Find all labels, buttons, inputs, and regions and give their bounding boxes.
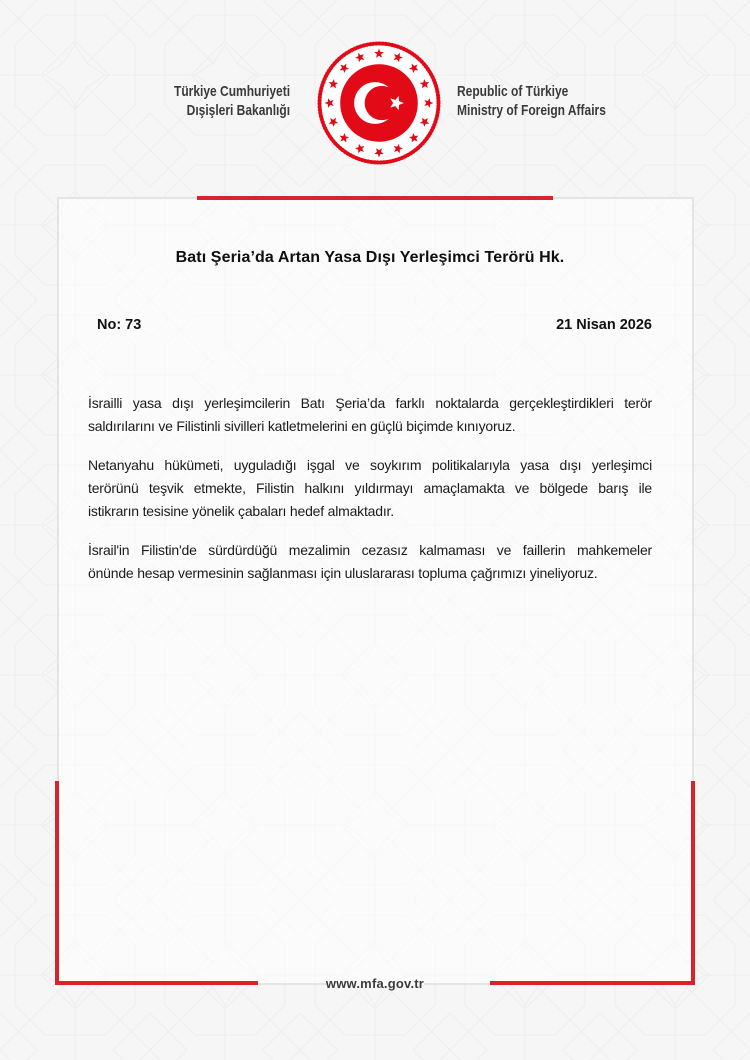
- ministry-name-turkish: [174, 83, 290, 120]
- frame-right-red-accent: [691, 781, 695, 985]
- crescent-and-star-icon: [340, 64, 418, 142]
- ministry-name-en-line1: Republic of Türkiye: [457, 83, 569, 100]
- paragraph-1-line-2: saldırılarını ve Filistinli sivilleri katletmelerini en güçlü biçimde kınıyoruz.: [88, 418, 516, 434]
- ministry-name-en-line2: Ministry of Foreign Affairs: [457, 101, 606, 119]
- press-release-date: 21 Nisan 2026: [556, 317, 652, 333]
- paragraph-3-line-1: İsrail'in Filistin'de sürdürdüğü mezalimin cezasız kalmaması ve faillerin mahkemeler: [88, 542, 652, 558]
- frame-right-gray-line: [692, 197, 694, 783]
- ministry-name-tr-line1: Türkiye Cumhuriyeti: [173, 83, 290, 100]
- paragraph-3: [88, 539, 652, 585]
- frame-left-red-accent: [55, 781, 59, 985]
- paragraph-2-line-1: Netanyahu hükümeti, uyguladığı işgal ve soykırım politikalarıyla yasa dışı yerleşimci: [88, 457, 652, 473]
- paragraph-1-line-1: İsrailli yasa dışı yerleşimcilerin Batı Şeria’da farklı noktalarda gerçekleştirdikleri terör: [88, 395, 652, 411]
- paragraph-2: [88, 454, 652, 523]
- press-release-body: [88, 392, 652, 601]
- footer-website: www.mfa.gov.tr: [325, 976, 425, 991]
- ministry-name-tr-line2: Dışişleri Bakanlığı: [186, 101, 290, 119]
- paragraph-2-line-3: istikrarın tesisine yönelik çabaları hedef almaktadır.: [88, 503, 394, 519]
- paragraph-2-line-2: terörünü teşvik etmekte, Filistin halkını yıldırmayı amaçlamakta ve bölgede barış ile: [88, 480, 652, 496]
- ministry-name-english: [457, 83, 606, 120]
- press-release-title: Batı Şeria’da Artan Yasa Dışı Yerleşimci Terörü Hk.: [175, 249, 565, 266]
- turkiye-mfa-emblem-icon: [316, 40, 442, 166]
- press-release-number: No: 73: [97, 317, 142, 333]
- paragraph-1: [88, 392, 652, 438]
- paragraph-3-line-2: önünde hesap vermesinin sağlanması için uluslararası topluma çağrımızı yineliyoruz.: [88, 565, 598, 581]
- frame-top-red-accent: [197, 196, 553, 200]
- frame-left-gray-line: [57, 197, 59, 783]
